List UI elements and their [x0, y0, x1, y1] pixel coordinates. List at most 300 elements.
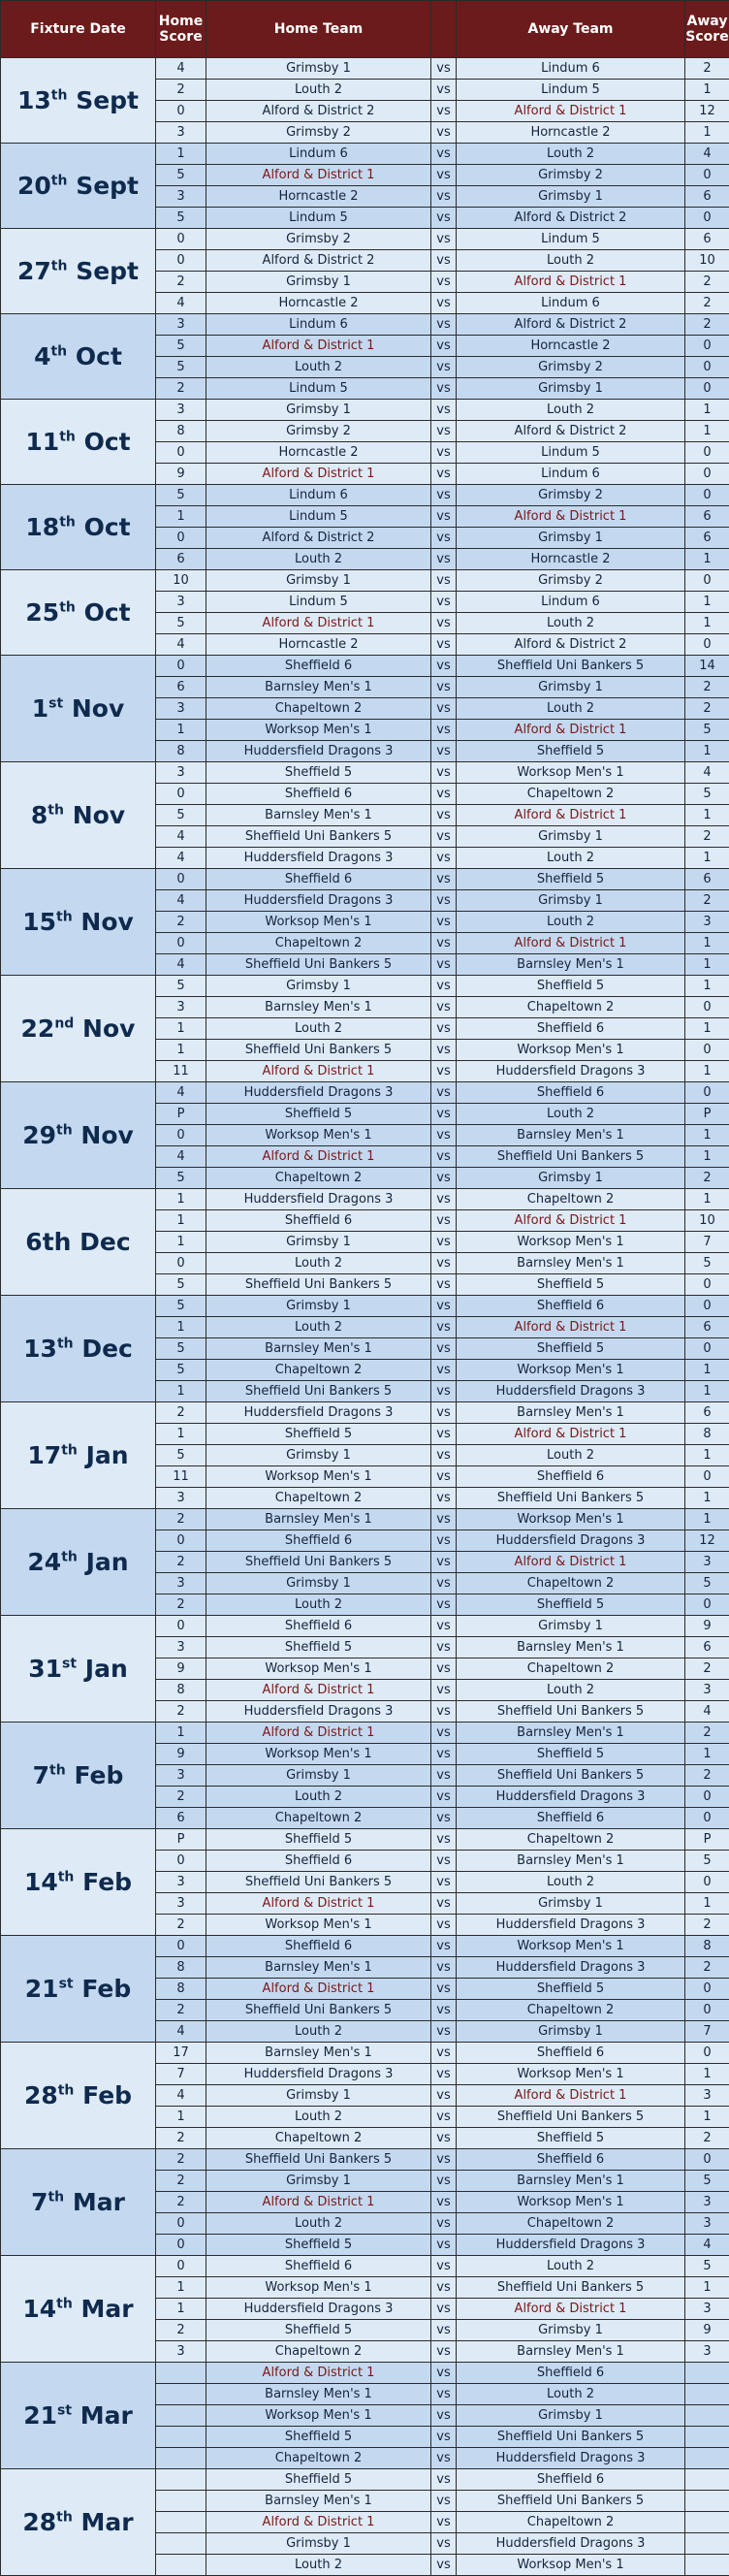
fixture-date: [1, 1509, 156, 1616]
home-score: [156, 2405, 206, 2427]
away-score: 2: [685, 314, 729, 336]
home-score: 1: [156, 1189, 206, 1210]
away-score: 1: [685, 1381, 729, 1402]
away-team: Huddersfield Dragons 3: [457, 1915, 685, 1936]
vs-label: vs: [431, 1744, 457, 1765]
home-team: Grimsby 1: [206, 1765, 431, 1787]
away-team: Huddersfield Dragons 3: [457, 1957, 685, 1979]
away-score: 2: [685, 293, 729, 314]
away-team: Sheffield 5: [457, 1744, 685, 1765]
away-team: Alford & District 1: [457, 1424, 685, 1445]
away-team: Alford & District 1: [457, 805, 685, 826]
home-team: Horncastle 2: [206, 634, 431, 656]
away-score: 1: [685, 933, 729, 954]
fixtures-header: [1, 1, 729, 58]
away-score: 0: [685, 1594, 729, 1616]
away-score: 2: [685, 1658, 729, 1680]
home-team: Lindum 5: [206, 506, 431, 528]
vs-label: vs: [431, 1445, 457, 1466]
vs-label: vs: [431, 656, 457, 677]
home-score: 3: [156, 1488, 206, 1509]
vs-label: vs: [431, 1530, 457, 1552]
away-score: 2: [685, 1765, 729, 1787]
away-score: 8: [685, 1424, 729, 1445]
home-score: 5: [156, 165, 206, 186]
fixture-date-suffix: th: [56, 1123, 73, 1139]
fixture-row: [1, 2469, 729, 2491]
vs-label: vs: [431, 2064, 457, 2085]
home-team: Grimsby 1: [206, 58, 431, 80]
home-team: Sheffield Uni Bankers 5: [206, 2000, 431, 2021]
home-score: 0: [156, 229, 206, 250]
away-score: 3: [685, 2192, 729, 2213]
home-score: [156, 2469, 206, 2491]
away-score: 4: [685, 2235, 729, 2256]
home-score: 1: [156, 2107, 206, 2128]
away-score: 12: [685, 1530, 729, 1552]
home-team: Chapeltown 2: [206, 1488, 431, 1509]
away-score: [685, 2533, 729, 2555]
home-score: 0: [156, 656, 206, 677]
vs-label: vs: [431, 336, 457, 357]
away-score: 6: [685, 229, 729, 250]
home-score: 2: [156, 272, 206, 293]
home-score: 4: [156, 848, 206, 869]
fixture-date-day: 7: [33, 1761, 49, 1789]
home-team: Horncastle 2: [206, 293, 431, 314]
away-score: 0: [685, 2043, 729, 2064]
home-score: 5: [156, 485, 206, 506]
fixture-row: [1, 1829, 729, 1851]
home-score: [156, 2363, 206, 2384]
vs-label: vs: [431, 506, 457, 528]
home-score: 2: [156, 1552, 206, 1573]
away-team: Worksop Men's 1: [457, 1232, 685, 1253]
fixture-date: [1, 1936, 156, 2043]
away-team: Grimsby 1: [457, 186, 685, 208]
fixture-date-suffix: th: [49, 1763, 66, 1779]
home-score: 1: [156, 720, 206, 741]
away-score: 2: [685, 1957, 729, 1979]
home-score: 3: [156, 1573, 206, 1594]
vs-label: vs: [431, 1573, 457, 1594]
vs-label: vs: [431, 1723, 457, 1744]
fixture-row: [1, 1402, 729, 1424]
away-score: 3: [685, 912, 729, 933]
vs-label: vs: [431, 677, 457, 698]
home-team: Sheffield 6: [206, 1530, 431, 1552]
away-score: 1: [685, 421, 729, 442]
home-team: Horncastle 2: [206, 442, 431, 464]
fixture-date-month: Mar: [81, 2508, 134, 2536]
away-team: Lindum 6: [457, 293, 685, 314]
vs-label: vs: [431, 2021, 457, 2043]
fixture-date-suffix: th: [51, 88, 68, 104]
home-team: Alford & District 1: [206, 1723, 431, 1744]
vs-label: vs: [431, 293, 457, 314]
home-team: Huddersfield Dragons 3: [206, 1189, 431, 1210]
away-team: Sheffield Uni Bankers 5: [457, 1146, 685, 1168]
away-score: 3: [685, 2341, 729, 2363]
vs-label: vs: [431, 805, 457, 826]
away-team: Sheffield 5: [457, 976, 685, 997]
fixture-date-day: 21: [25, 1975, 59, 2003]
away-score: 1: [685, 1018, 729, 1040]
home-score: 4: [156, 2085, 206, 2107]
fixture-date-day: 28: [22, 2508, 56, 2536]
header-away-score: Away Score: [685, 1, 729, 58]
vs-label: vs: [431, 2427, 457, 2448]
away-team: Barnsley Men's 1: [457, 1402, 685, 1424]
fixture-date: [1, 314, 156, 400]
away-score: 4: [685, 762, 729, 784]
away-score: 1: [685, 954, 729, 976]
fixture-date-day: 29: [22, 1121, 56, 1149]
home-team: Alford & District 1: [206, 165, 431, 186]
away-team: Grimsby 1: [457, 2405, 685, 2427]
away-score: 1: [685, 2277, 729, 2299]
fixture-date-day: 1: [32, 694, 48, 723]
header-home-score: Home Score: [156, 1, 206, 58]
home-team: Worksop Men's 1: [206, 912, 431, 933]
vs-label: vs: [431, 1915, 457, 1936]
fixture-date: [1, 58, 156, 144]
away-score: [685, 2448, 729, 2469]
home-score: 2: [156, 1402, 206, 1424]
away-score: 2: [685, 272, 729, 293]
vs-label: vs: [431, 933, 457, 954]
fixture-row: [1, 976, 729, 997]
away-team: Sheffield Uni Bankers 5: [457, 656, 685, 677]
away-team: Louth 2: [457, 2256, 685, 2277]
home-score: [156, 2512, 206, 2533]
home-team: Louth 2: [206, 1594, 431, 1616]
vs-label: vs: [431, 357, 457, 378]
away-team: Sheffield Uni Bankers 5: [457, 2427, 685, 2448]
away-team: Sheffield 6: [457, 1466, 685, 1488]
home-team: Sheffield 5: [206, 1424, 431, 1445]
home-team: Louth 2: [206, 1018, 431, 1040]
away-team: Worksop Men's 1: [457, 1936, 685, 1957]
home-team: Chapeltown 2: [206, 2448, 431, 2469]
fixture-date-month: Mar: [73, 2188, 125, 2216]
vs-label: vs: [431, 2448, 457, 2469]
home-team: Louth 2: [206, 2213, 431, 2235]
away-team: Alford & District 2: [457, 208, 685, 229]
away-team: Alford & District 2: [457, 634, 685, 656]
fixture-date-month: Dec: [79, 1228, 131, 1256]
away-score: 1: [685, 613, 729, 634]
vs-label: vs: [431, 1466, 457, 1488]
fixture-date-month: Oct: [84, 428, 131, 456]
home-team: Louth 2: [206, 357, 431, 378]
home-score: 4: [156, 634, 206, 656]
fixture-row: [1, 400, 729, 421]
away-team: Louth 2: [457, 1680, 685, 1701]
fixture-date-day: 8: [31, 801, 48, 829]
fixture-date-month: Mar: [81, 2295, 134, 2323]
away-team: Alford & District 1: [457, 1317, 685, 1338]
home-team: Sheffield 6: [206, 1210, 431, 1232]
fixture-date: [1, 2256, 156, 2363]
away-team: Chapeltown 2: [457, 997, 685, 1018]
home-score: 2: [156, 1701, 206, 1723]
away-team: Sheffield Uni Bankers 5: [457, 2277, 685, 2299]
home-score: 3: [156, 2341, 206, 2363]
home-score: 2: [156, 912, 206, 933]
fixture-date-month: Sept: [76, 172, 139, 200]
away-score: 0: [685, 442, 729, 464]
home-score: 1: [156, 144, 206, 165]
away-score: 0: [685, 1808, 729, 1829]
home-score: 2: [156, 1915, 206, 1936]
home-team: Huddersfield Dragons 3: [206, 890, 431, 912]
home-team: Chapeltown 2: [206, 1360, 431, 1381]
fixture-date-suffix: th: [58, 2083, 75, 2099]
away-team: Grimsby 1: [457, 2320, 685, 2341]
home-score: 0: [156, 1125, 206, 1146]
away-team: Louth 2: [457, 1872, 685, 1893]
away-score: 2: [685, 677, 729, 698]
home-score: 1: [156, 2277, 206, 2299]
fixture-date-day: 11: [25, 428, 59, 456]
away-team: Sheffield 5: [457, 1979, 685, 2000]
fixture-date-suffix: st: [62, 1657, 77, 1672]
home-score: 1: [156, 1381, 206, 1402]
away-team: Huddersfield Dragons 3: [457, 2533, 685, 2555]
vs-label: vs: [431, 2107, 457, 2128]
fixture-date-suffix: st: [59, 1977, 74, 1992]
home-team: Chapeltown 2: [206, 2128, 431, 2149]
home-score: 0: [156, 250, 206, 272]
home-score: 8: [156, 1979, 206, 2000]
home-score: 0: [156, 1851, 206, 1872]
fixture-date-suffix: th: [50, 344, 67, 360]
home-score: P: [156, 1829, 206, 1851]
vs-label: vs: [431, 1509, 457, 1530]
home-team: Lindum 5: [206, 592, 431, 613]
home-team: Grimsby 1: [206, 2533, 431, 2555]
home-team: Grimsby 2: [206, 229, 431, 250]
away-score: 10: [685, 1210, 729, 1232]
away-score: 1: [685, 848, 729, 869]
vs-label: vs: [431, 2000, 457, 2021]
home-team: Alford & District 1: [206, 1061, 431, 1082]
home-team: Sheffield 5: [206, 2469, 431, 2491]
away-score: 1: [685, 1488, 729, 1509]
vs-label: vs: [431, 1808, 457, 1829]
home-score: 8: [156, 741, 206, 762]
home-team: Sheffield 5: [206, 1104, 431, 1125]
fixture-row: [1, 1723, 729, 1744]
home-team: Sheffield 6: [206, 784, 431, 805]
away-team: Alford & District 1: [457, 720, 685, 741]
fixture-date-suffix: th: [48, 803, 64, 819]
fixture-date-suffix: nd: [54, 1016, 74, 1032]
away-score: 0: [685, 570, 729, 592]
home-team: Grimsby 1: [206, 1573, 431, 1594]
vs-label: vs: [431, 1232, 457, 1253]
away-score: 1: [685, 549, 729, 570]
fixture-date-suffix: th: [56, 2297, 73, 2312]
away-team: Sheffield 6: [457, 2469, 685, 2491]
home-score: [156, 2555, 206, 2576]
away-team: Barnsley Men's 1: [457, 1253, 685, 1274]
home-team: Barnsley Men's 1: [206, 2491, 431, 2512]
away-score: 1: [685, 400, 729, 421]
away-score: 7: [685, 2021, 729, 2043]
home-team: Alford & District 2: [206, 250, 431, 272]
vs-label: vs: [431, 165, 457, 186]
home-team: Sheffield Uni Bankers 5: [206, 954, 431, 976]
away-score: 0: [685, 1979, 729, 2000]
away-team: Sheffield Uni Bankers 5: [457, 2107, 685, 2128]
fixture-date-day: 20: [17, 172, 51, 200]
vs-label: vs: [431, 2213, 457, 2235]
vs-label: vs: [431, 2384, 457, 2405]
vs-label: vs: [431, 58, 457, 80]
vs-label: vs: [431, 101, 457, 122]
fixture-row: [1, 144, 729, 165]
away-score: 1: [685, 1061, 729, 1082]
home-score: [156, 2427, 206, 2448]
fixture-date-day: 14: [22, 2295, 56, 2323]
away-score: 4: [685, 1701, 729, 1723]
home-score: 5: [156, 976, 206, 997]
away-team: Huddersfield Dragons 3: [457, 1381, 685, 1402]
vs-label: vs: [431, 2192, 457, 2213]
vs-label: vs: [431, 1018, 457, 1040]
home-score: 3: [156, 1637, 206, 1658]
vs-label: vs: [431, 2469, 457, 2491]
home-score: 3: [156, 186, 206, 208]
vs-label: vs: [431, 890, 457, 912]
home-score: 1: [156, 2299, 206, 2320]
away-team: Grimsby 1: [457, 890, 685, 912]
vs-label: vs: [431, 976, 457, 997]
home-team: Chapeltown 2: [206, 698, 431, 720]
home-score: 5: [156, 1296, 206, 1317]
home-team: Sheffield Uni Bankers 5: [206, 1274, 431, 1296]
vs-label: vs: [431, 1082, 457, 1104]
home-team: Grimsby 1: [206, 976, 431, 997]
fixture-date-suffix: st: [57, 2403, 72, 2419]
fixture-date-month: Oct: [76, 342, 122, 370]
away-team: Grimsby 1: [457, 2021, 685, 2043]
away-team: Sheffield 5: [457, 869, 685, 890]
home-team: Grimsby 1: [206, 570, 431, 592]
away-team: Worksop Men's 1: [457, 1509, 685, 1530]
fixture-date-suffix: th: [59, 515, 76, 531]
away-score: 0: [685, 1466, 729, 1488]
fixture-date-month: Feb: [81, 1975, 131, 2003]
vs-label: vs: [431, 570, 457, 592]
home-team: Worksop Men's 1: [206, 2277, 431, 2299]
home-score: 11: [156, 1466, 206, 1488]
away-score: 6: [685, 506, 729, 528]
home-score: 2: [156, 1509, 206, 1530]
fixture-date: [1, 2149, 156, 2256]
home-team: Sheffield Uni Bankers 5: [206, 1872, 431, 1893]
home-score: 10: [156, 570, 206, 592]
fixture-date-month: Sept: [76, 257, 139, 285]
vs-label: vs: [431, 1616, 457, 1637]
home-team: Louth 2: [206, 549, 431, 570]
home-team: Alford & District 1: [206, 2192, 431, 2213]
home-team: Huddersfield Dragons 3: [206, 1402, 431, 1424]
fixture-date-month: Oct: [84, 513, 131, 541]
away-team: Chapeltown 2: [457, 1573, 685, 1594]
away-team: Barnsley Men's 1: [457, 2341, 685, 2363]
fixture-date-month: Nov: [82, 1014, 135, 1043]
away-score: 0: [685, 997, 729, 1018]
away-team: Sheffield 6: [457, 1082, 685, 1104]
vs-label: vs: [431, 1125, 457, 1146]
fixture-date-suffix: th: [51, 174, 68, 189]
home-team: Worksop Men's 1: [206, 2405, 431, 2427]
away-team: Louth 2: [457, 144, 685, 165]
away-team: Sheffield Uni Bankers 5: [457, 1765, 685, 1787]
away-team: Sheffield Uni Bankers 5: [457, 2491, 685, 2512]
home-team: Sheffield 5: [206, 2427, 431, 2448]
away-score: 0: [685, 378, 729, 400]
away-score: 1: [685, 2107, 729, 2128]
vs-label: vs: [431, 378, 457, 400]
vs-label: vs: [431, 2320, 457, 2341]
away-team: Barnsley Men's 1: [457, 2171, 685, 2192]
away-score: 0: [685, 1338, 729, 1360]
vs-label: vs: [431, 250, 457, 272]
home-score: 4: [156, 293, 206, 314]
home-score: 0: [156, 2256, 206, 2277]
home-score: 2: [156, 2171, 206, 2192]
home-score: 0: [156, 528, 206, 549]
fixture-date-month: Nov: [80, 1121, 133, 1149]
vs-label: vs: [431, 1424, 457, 1445]
away-score: 3: [685, 2213, 729, 2235]
home-team: Sheffield Uni Bankers 5: [206, 2149, 431, 2171]
home-team: Worksop Men's 1: [206, 1658, 431, 1680]
away-team: Chapeltown 2: [457, 784, 685, 805]
home-team: Lindum 5: [206, 378, 431, 400]
away-score: 2: [685, 698, 729, 720]
vs-label: vs: [431, 442, 457, 464]
home-team: Lindum 6: [206, 144, 431, 165]
away-score: 1: [685, 1445, 729, 1466]
away-team: Grimsby 1: [457, 378, 685, 400]
home-team: Barnsley Men's 1: [206, 2384, 431, 2405]
home-team: Louth 2: [206, 2555, 431, 2576]
vs-label: vs: [431, 1957, 457, 1979]
home-team: Grimsby 1: [206, 400, 431, 421]
away-score: 0: [685, 1082, 729, 1104]
vs-label: vs: [431, 1829, 457, 1851]
away-team: Alford & District 1: [457, 2299, 685, 2320]
home-team: Huddersfield Dragons 3: [206, 2064, 431, 2085]
home-score: 0: [156, 1936, 206, 1957]
away-score: 1: [685, 80, 729, 101]
home-score: 2: [156, 2128, 206, 2149]
home-team: Barnsley Men's 1: [206, 2043, 431, 2064]
fixture-date-month: Feb: [74, 1761, 123, 1789]
vs-label: vs: [431, 80, 457, 101]
away-team: Barnsley Men's 1: [457, 1637, 685, 1658]
home-team: Worksop Men's 1: [206, 1466, 431, 1488]
home-score: [156, 2448, 206, 2469]
home-score: 4: [156, 954, 206, 976]
vs-label: vs: [431, 2341, 457, 2363]
home-score: 1: [156, 1210, 206, 1232]
